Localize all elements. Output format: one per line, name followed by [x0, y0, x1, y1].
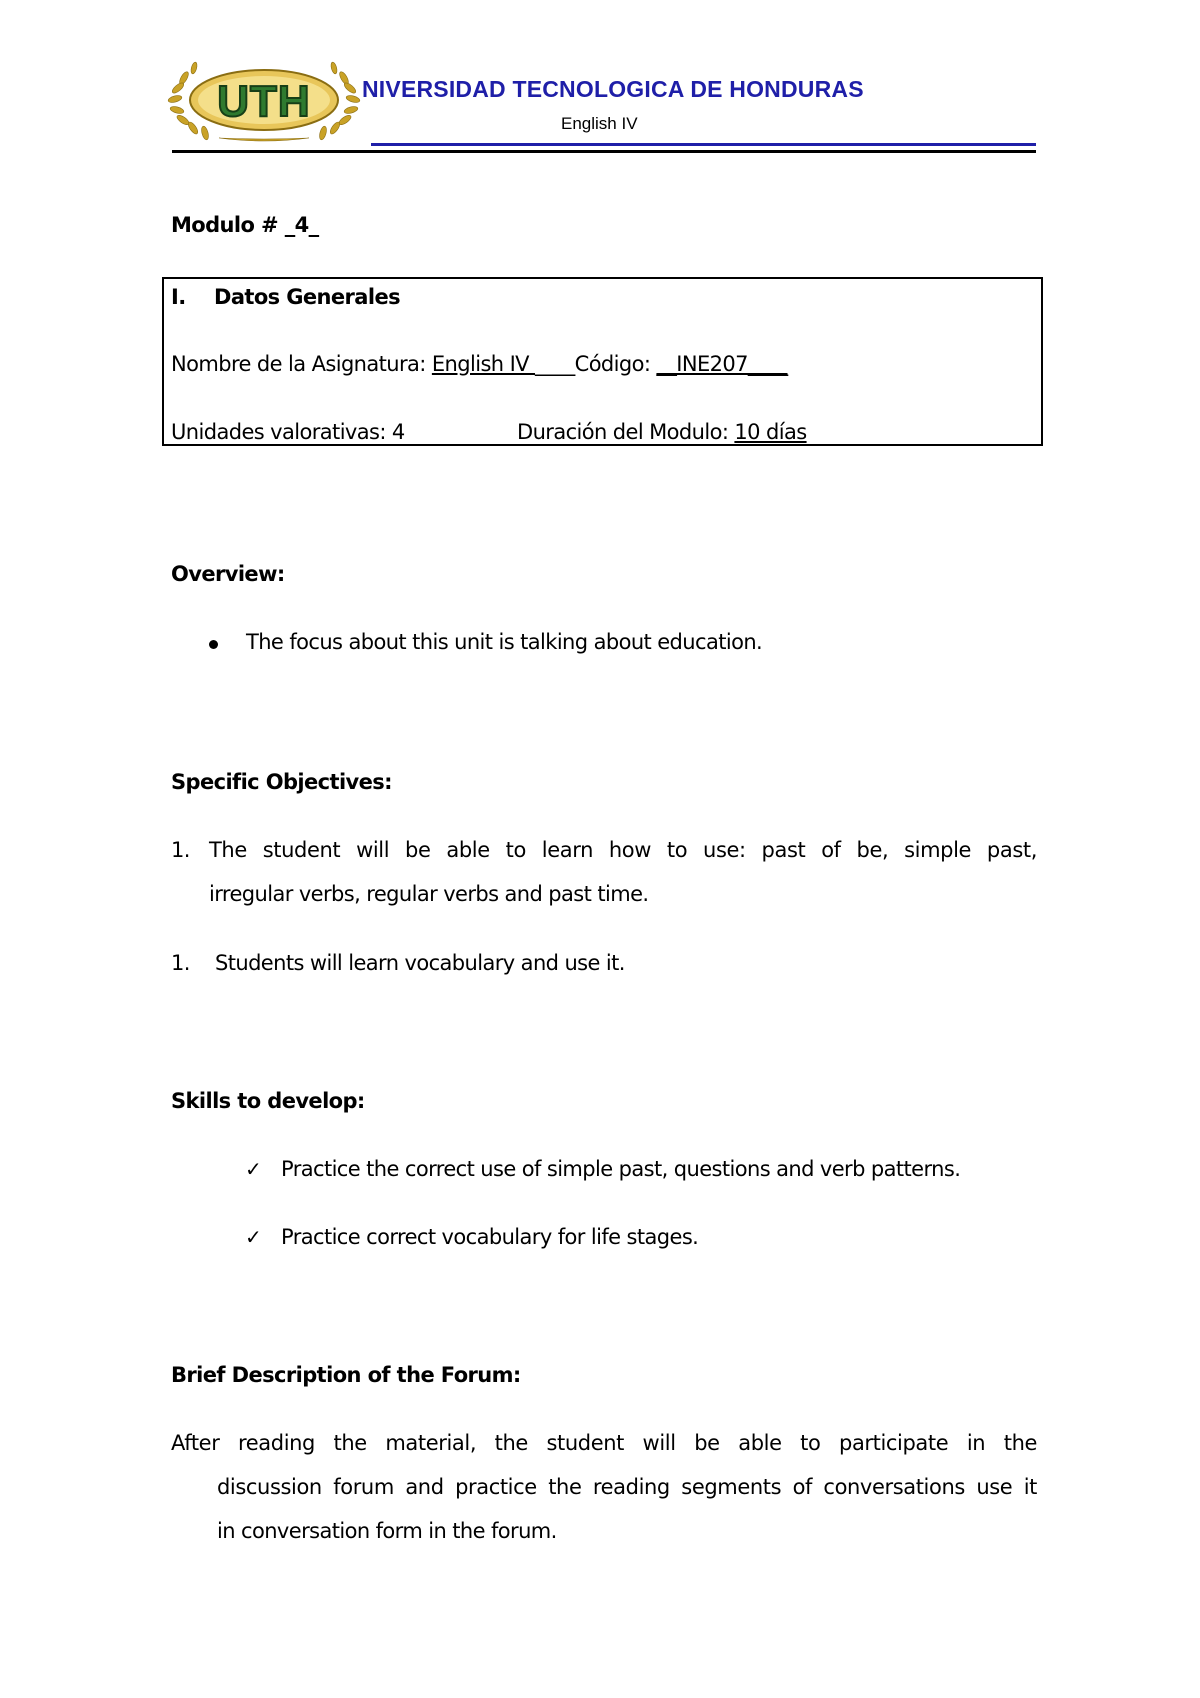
svg-text:UTH: UTH: [217, 77, 311, 126]
skills-heading: Skills to develop:: [171, 1089, 365, 1113]
duracion-label: Duración del Modulo:: [517, 420, 735, 444]
header-blue-rule: [371, 143, 1036, 146]
forum-description-line-3: in conversation form in the forum.: [217, 1519, 557, 1543]
asignatura-blank: ____: [535, 352, 575, 376]
overview-heading: Overview:: [171, 562, 285, 586]
objective-number: 1.: [171, 951, 190, 975]
codigo-value: __INE207____: [656, 352, 788, 376]
forum-heading: Brief Description of the Forum:: [171, 1363, 521, 1387]
bullet-icon: [209, 640, 218, 649]
codigo-label: Código:: [574, 352, 657, 376]
overview-item: The focus about this unit is talking about education.: [246, 630, 763, 654]
unidades-label: Unidades valorativas: 4: [171, 420, 405, 444]
datos-generales-title: Datos Generales: [214, 285, 401, 309]
objective-2-text: Students will learn vocabulary and use it.: [215, 951, 625, 975]
forum-description-line-2: discussion forum and practice the reading segments of conversations use it: [217, 1475, 1037, 1499]
uth-logo: [164, 48, 364, 144]
objective-number: 1.: [171, 838, 190, 862]
asignatura-label: Nombre de la Asignatura:: [171, 352, 432, 376]
objective-1-line-2: irregular verbs, regular verbs and past time.: [209, 882, 649, 906]
objectives-heading: Specific Objectives:: [171, 770, 392, 794]
forum-description-line-1: After reading the material, the student will be able to participate in the: [171, 1431, 1037, 1455]
section-numeral: I.: [171, 285, 186, 309]
duracion-row: [517, 420, 807, 444]
checkmark-icon: ✓: [245, 1157, 262, 1181]
asignatura-row: [171, 352, 788, 376]
skill-item: Practice the correct use of simple past, questions and verb patterns.: [281, 1157, 961, 1181]
module-heading: Modulo # _4_: [171, 213, 319, 237]
course-subtitle: English IV: [561, 114, 638, 133]
university-name: NIVERSIDAD TECNOLOGICA DE HONDURAS: [362, 76, 864, 102]
asignatura-value: English IV: [431, 352, 536, 376]
skill-item: Practice correct vocabulary for life stages.: [281, 1225, 699, 1249]
duracion-value: 10 días: [734, 420, 807, 444]
objective-1-line-1: The student will be able to learn how to use: past of be, simple past,: [209, 838, 1037, 862]
checkmark-icon: ✓: [245, 1225, 262, 1249]
header-black-rule: [172, 150, 1036, 153]
